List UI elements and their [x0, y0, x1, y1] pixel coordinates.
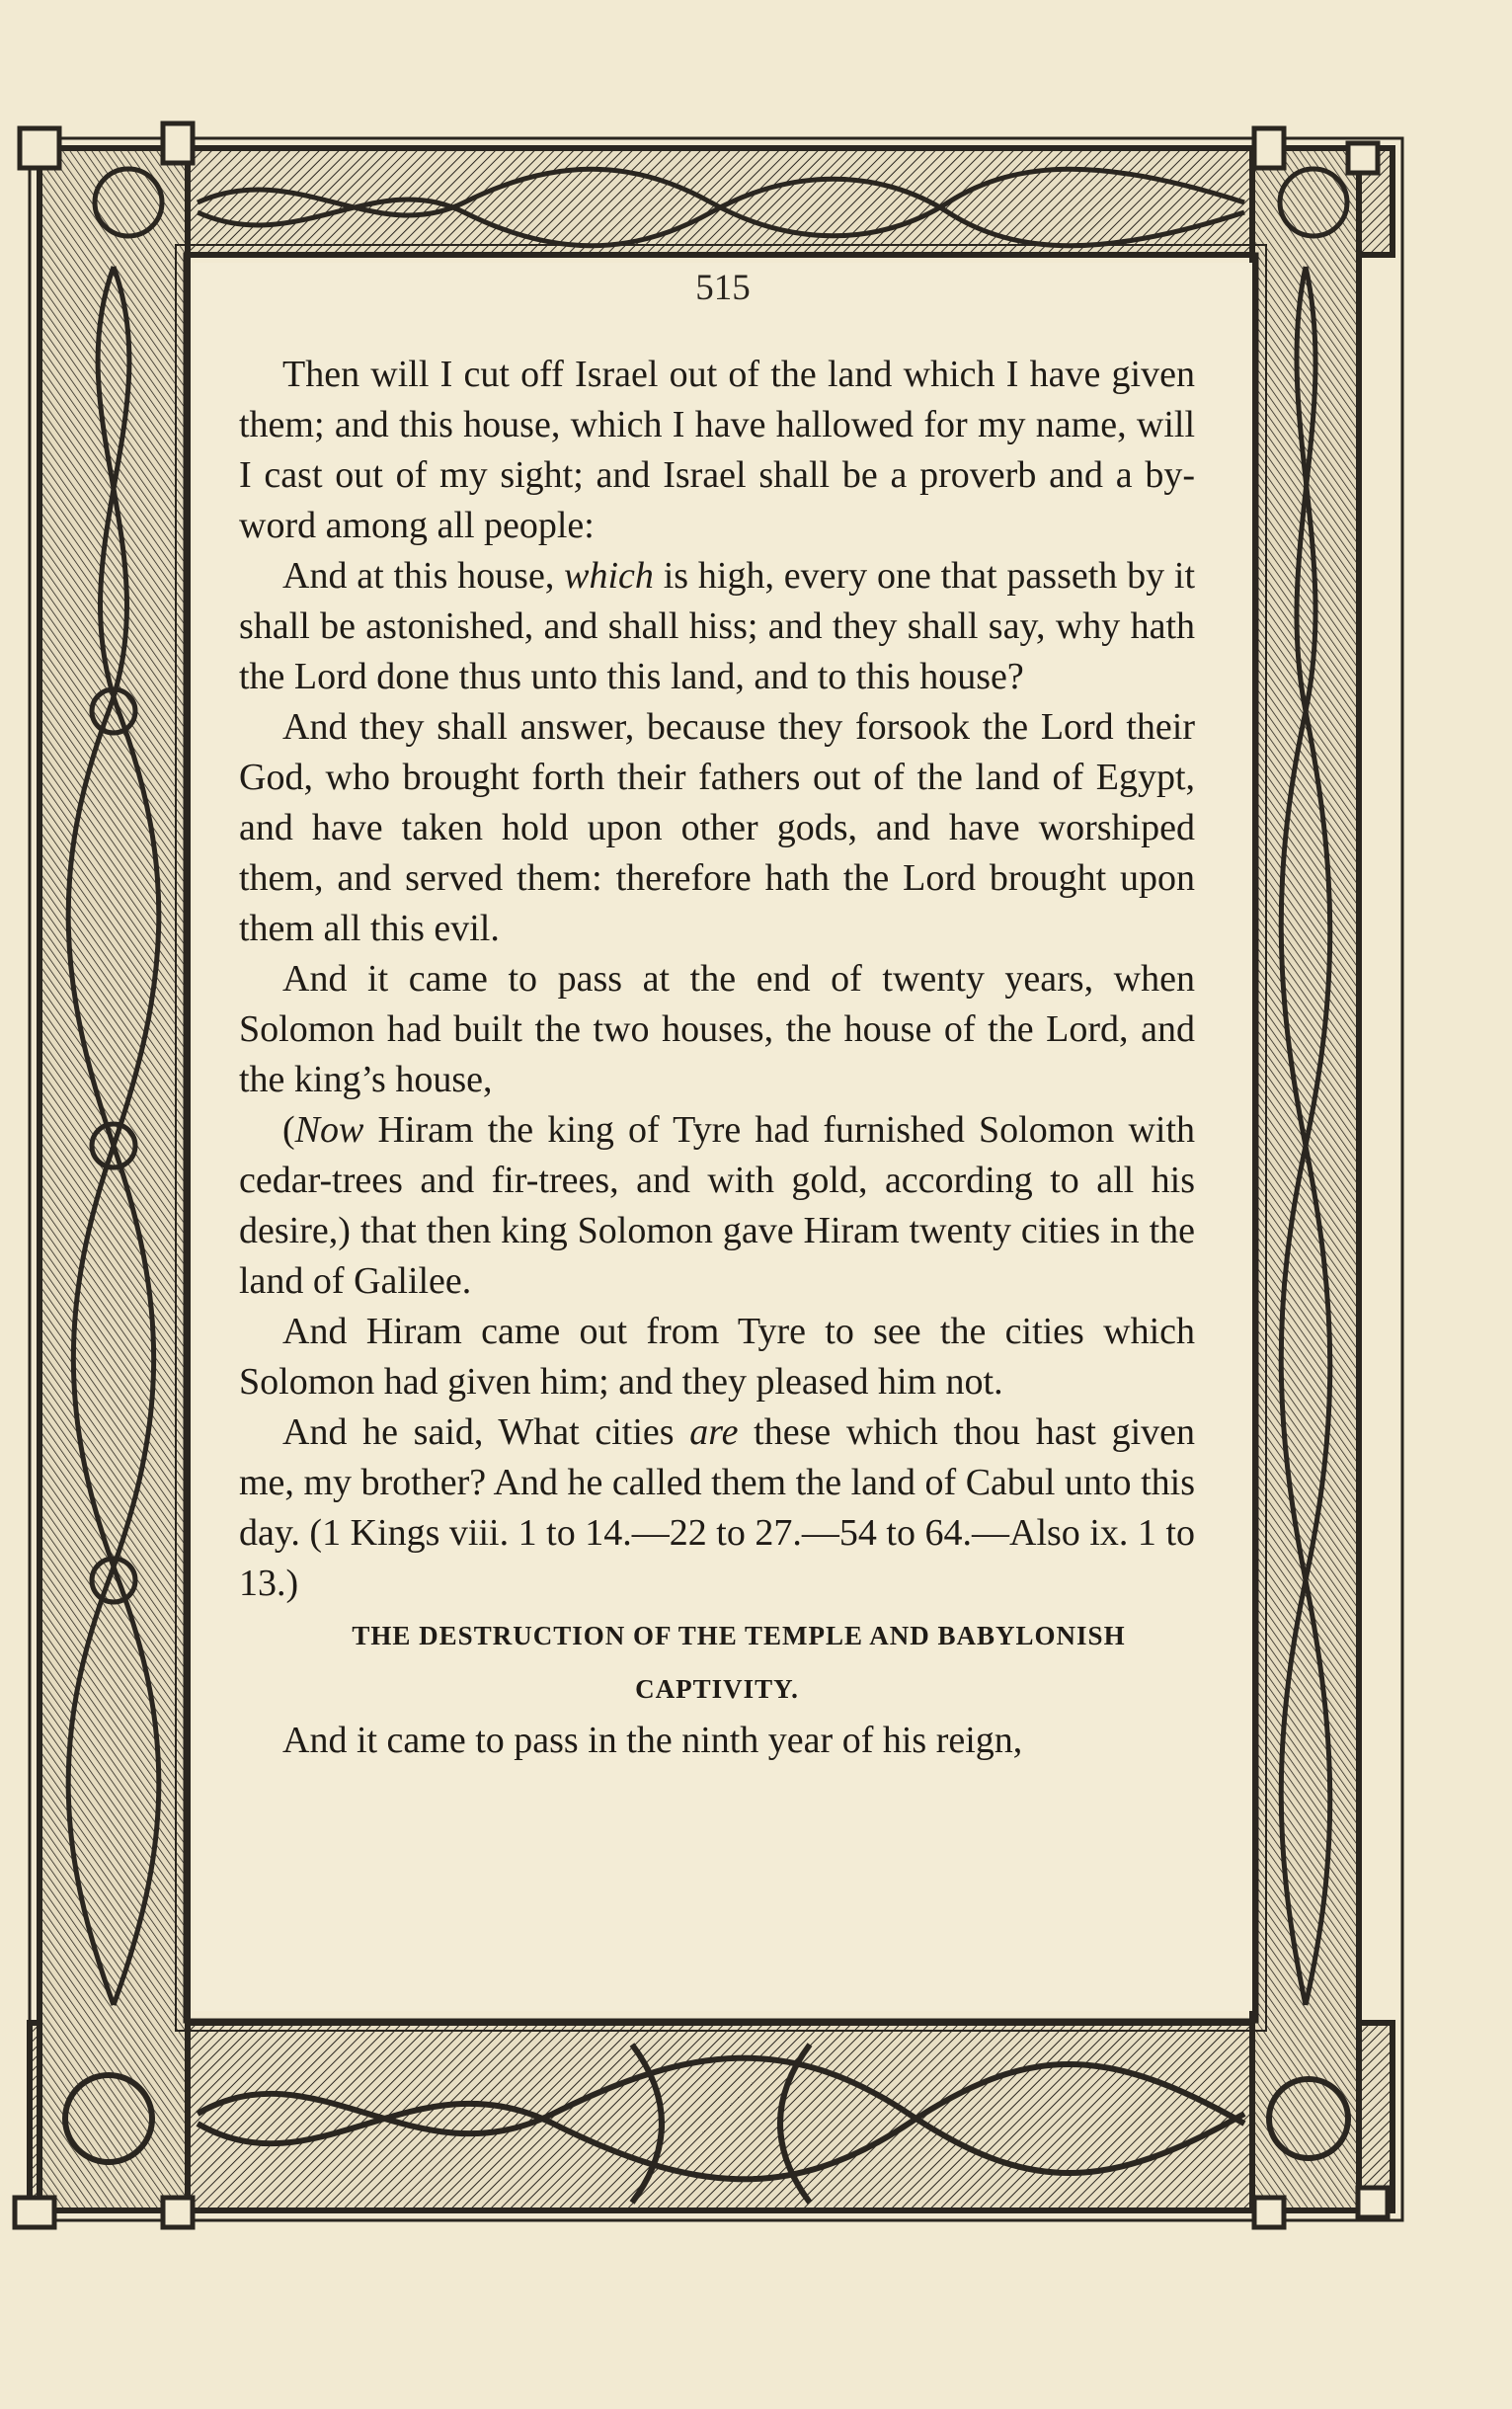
closing-paragraph: And it came to pass in the ninth year of his reign, — [282, 1720, 1023, 1761]
p2-italic: which — [564, 555, 654, 597]
p5-rest: Hiram the king of Tyre had furnished Solomon with cedar-trees and fir-trees, and with gold, according to all his desire,) that then king Solomon gave Hiram twenty cities in the land of Galilee. — [239, 1109, 1195, 1302]
p7-rest: these which thou hast given me, my brother? And he called them the land of Cabul unto this day. (1 Kings viii. 1 to 14.—22 to 27.—54 to 64.—Also ix. 1 to 13.) — [239, 1411, 1196, 1604]
section-heading: THE DESTRUCTION OF THE TEMPLE AND BABYLONISH CAPTIVITY. — [352, 1621, 1126, 1704]
text-panel — [194, 263, 1252, 2011]
paragraph-1: Then will I cut off Israel out of the land which I have given them; and this house, which I have hallowed for my name, will I cast out of my sight; and Israel shall be a proverb and a by-word among all people: — [239, 354, 1195, 546]
paragraph-5 — [239, 1105, 1195, 1307]
p2-rest: passeth by it shall be astonished, and shall hiss; and they shall say, why hath the Lord done thus unto this land, and to this house? — [239, 555, 1196, 697]
body-text — [239, 350, 1195, 1766]
paragraph-3: And they shall answer, because they forsook the Lord their God, who brought forth their fathers out of the land of Egypt, and have taken hold upon other gods, and have worshiped them, and served them: therefore hath the Lord brought upon them all this evil. — [239, 706, 1195, 949]
page-number: 515 — [695, 268, 751, 308]
paragraph-4: And it came to pass at the end of twenty years, when Solomon had built the two houses, the house of the Lord, and the king’s house, — [239, 958, 1195, 1100]
p5-open: ( — [282, 1109, 295, 1151]
p2-lead: And at this house, — [282, 555, 555, 597]
paragraph-6: And Hiram came out from Tyre to see the cities which Solomon had given him; and they pleased him not. — [239, 1311, 1195, 1403]
p5-italic: Now — [294, 1109, 364, 1151]
paragraph-2 — [239, 551, 1195, 702]
p7-italic: are — [689, 1411, 739, 1453]
paragraph-7 — [239, 1407, 1195, 1609]
p2-mid: is high, every one that — [663, 555, 997, 597]
p7-lead: And he said, What cities — [282, 1411, 675, 1453]
